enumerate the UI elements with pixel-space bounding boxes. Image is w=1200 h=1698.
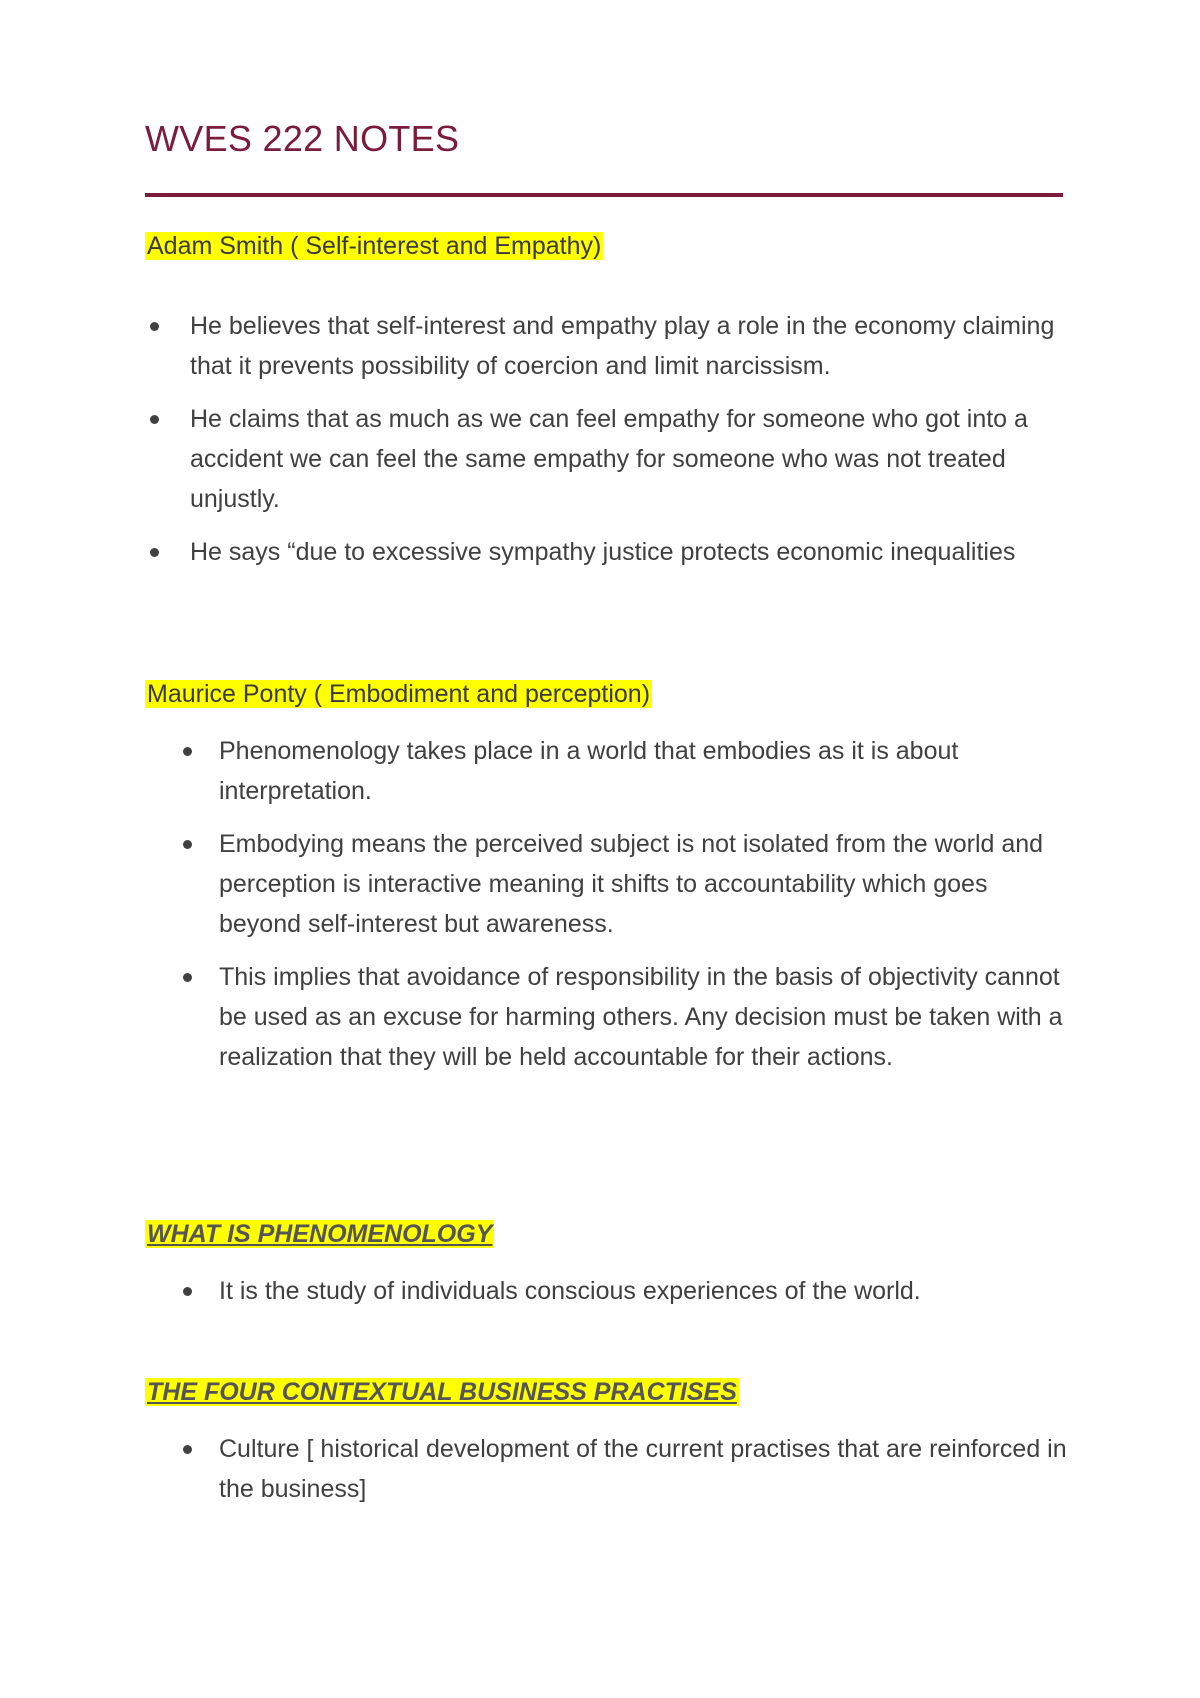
bullet-list-business-practises xyxy=(219,1429,1069,1522)
list-item: Phenomenology takes place in a world that embodies as it is about interpretation. xyxy=(219,731,1069,811)
section-heading-text: THE FOUR CONTEXTUAL BUSINESS PRACTISES xyxy=(147,1378,737,1406)
section-heading-text: Maurice Ponty ( Embodiment and perception) xyxy=(147,680,651,708)
bullet-list-adam-smith xyxy=(190,306,1070,585)
bullet-list-phenomenology xyxy=(219,1271,1069,1324)
section-heading-maurice-ponty xyxy=(145,677,652,711)
section-heading-text: Adam Smith ( Self-interest and Empathy) xyxy=(147,232,602,260)
list-item: He claims that as much as we can feel empathy for someone who got into a accident we can feel the same empathy for someone who was not treated unjustly. xyxy=(190,399,1070,519)
title-divider xyxy=(145,193,1063,197)
list-item: He believes that self-interest and empathy play a role in the economy claiming that it prevents possibility of coercion and limit narcissism. xyxy=(190,306,1070,386)
list-item: Culture [ historical development of the current practises that are reinforced in the business] xyxy=(219,1429,1069,1509)
section-heading-adam-smith xyxy=(145,229,603,263)
section-heading-business-practises xyxy=(145,1375,739,1409)
list-item: Embodying means the perceived subject is not isolated from the world and perception is interactive meaning it shifts to accountability which goes beyond self-interest but awareness. xyxy=(219,824,1069,944)
list-item: It is the study of individuals conscious experiences of the world. xyxy=(219,1271,1069,1311)
page-title: WVES 222 NOTES xyxy=(145,118,460,159)
list-item: He says “due to excessive sympathy justice protects economic inequalities xyxy=(190,532,1070,572)
section-heading-text: WHAT IS PHENOMENOLOGY xyxy=(147,1220,493,1248)
list-item: This implies that avoidance of responsibility in the basis of objectivity cannot be used as an excuse for harming others. Any decision must be taken with a realization that they will be held accountable for their actions. xyxy=(219,957,1069,1077)
bullet-list-maurice-ponty xyxy=(219,731,1069,1090)
section-heading-what-is-phenomenology xyxy=(145,1217,494,1251)
